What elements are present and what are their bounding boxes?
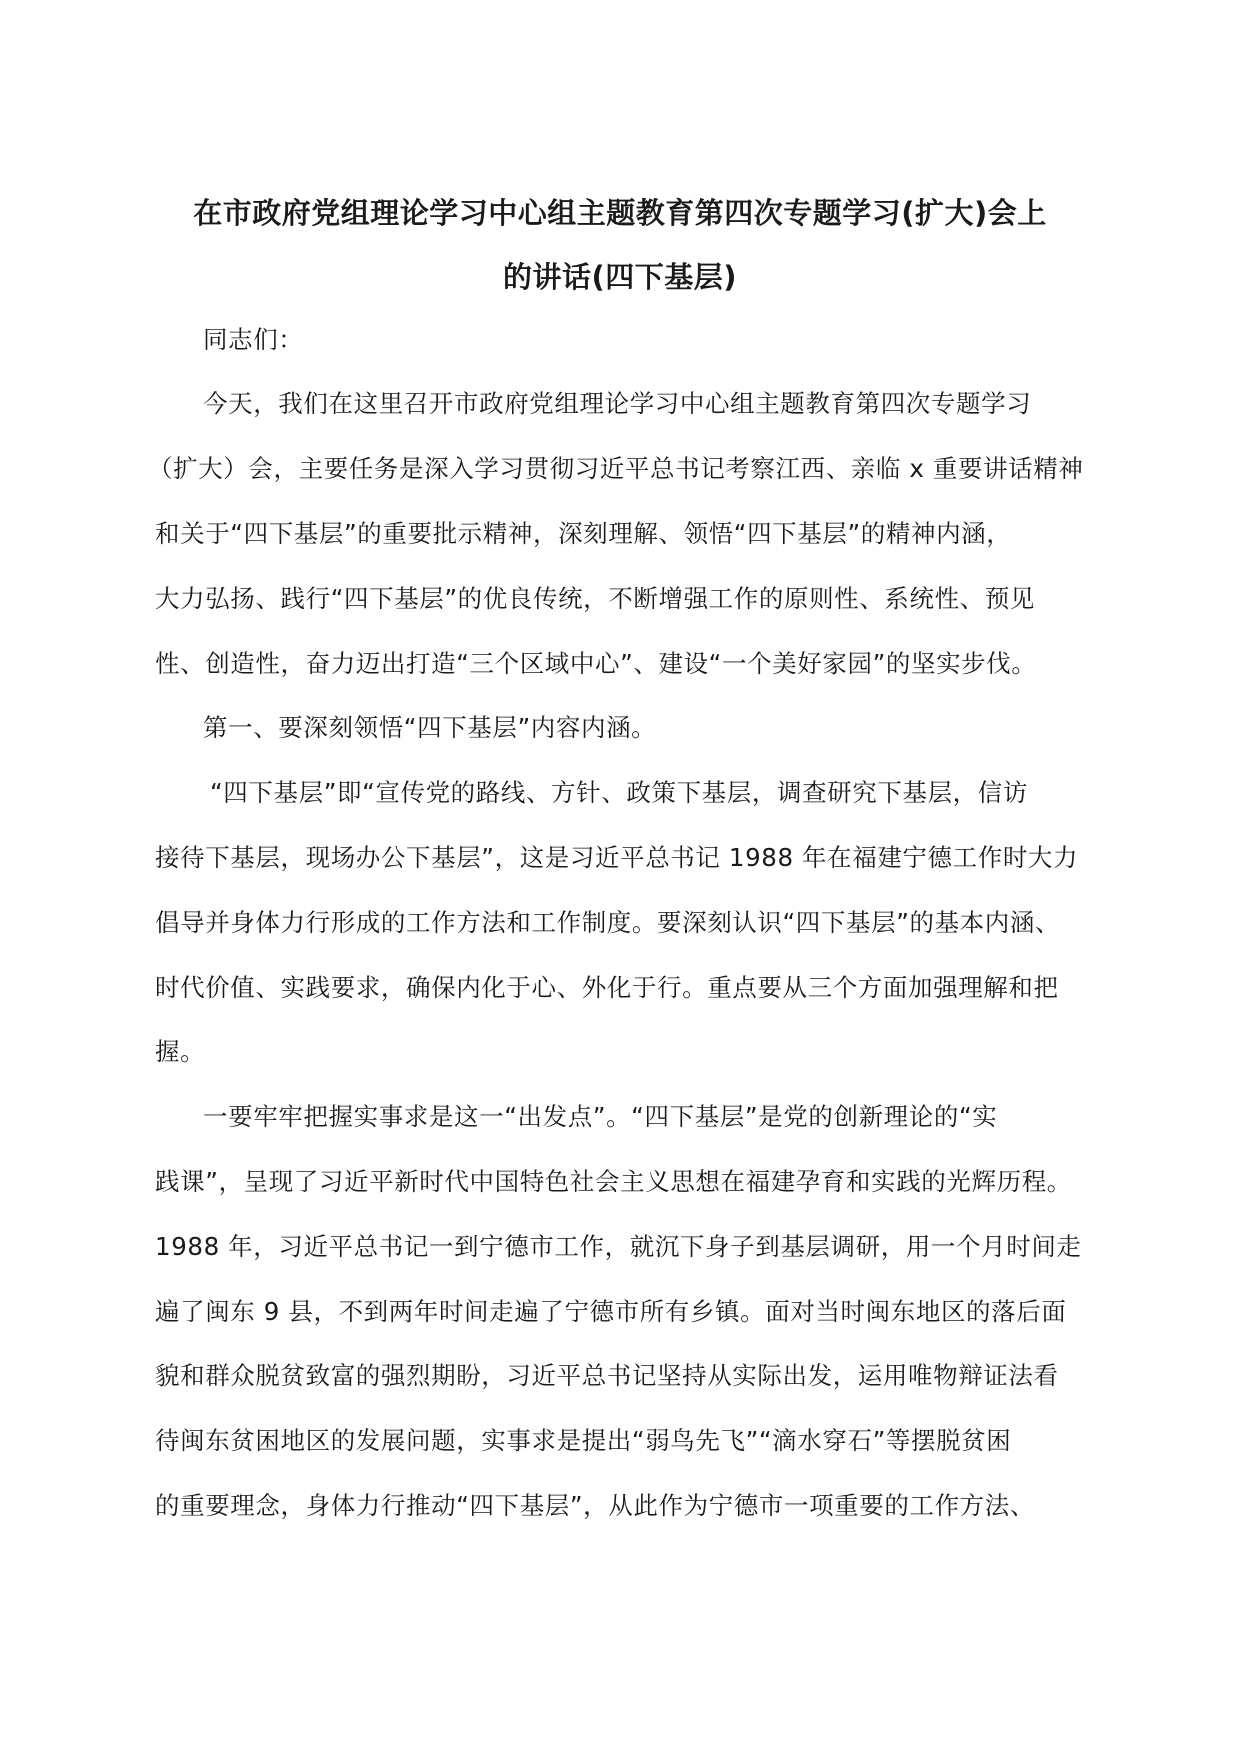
document-title-line-1: 在市政府党组理论学习中心组主题教育第四次专题学习(扩大)会上 <box>193 196 1047 230</box>
paragraph-line: 的重要理念，身体力行推动“四下基层”，从此作为宁德市一项重要的工作方法、 <box>155 1491 1035 1520</box>
paragraph-line: 践课”，呈现了习近平新时代中国特色社会主义思想在福建孕育和实践的光辉历程。 <box>155 1167 1072 1196</box>
paragraph-line: 和关于“四下基层”的重要批示精神，深刻理解、领悟“四下基层”的精神内涵， <box>155 519 1012 548</box>
paragraph-line: 性、创造性，奋力迈出打造“三个区域中心”、建设“一个美好家园”的坚实步伐。 <box>155 649 1037 678</box>
paragraph-line: 一要牢牢把握实事求是这一“出发点”。“四下基层”是党的创新理论的“实 <box>203 1102 998 1131</box>
paragraph-line: 遍了闽东 9 县，不到两年时间走遍了宁德市所有乡镇。面对当时闽东地区的落后面 <box>155 1297 1067 1326</box>
paragraph-line: 1988 年，习近平总书记一到宁德市工作，就沉下身子到基层调研，用一个月时间走 <box>155 1232 1082 1261</box>
salutation: 同志们： <box>203 325 304 354</box>
paragraph-line: 倡导并身体力行形成的工作方法和工作制度。要深刻认识“四下基层”的基本内涵、 <box>155 908 1061 937</box>
document-title-line-2: 的讲话(四下基层) <box>502 260 737 294</box>
paragraph-line: （扩大）会，主要任务是深入学习贯彻习近平总书记考察江西、亲临 x 重要讲话精神 <box>148 454 1084 483</box>
paragraph-line: “四下基层”即“宣传党的路线、方针、政策下基层，调查研究下基层，信访 <box>210 778 1028 807</box>
paragraph-line: 貌和群众脱贫致富的强烈期盼，习近平总书记坚持从实际出发，运用唯物辩证法看 <box>155 1361 1059 1390</box>
paragraph-line: 待闽东贫困地区的发展问题，实事求是提出“弱鸟先飞”“滴水穿石”等摆脱贫困 <box>155 1426 1012 1455</box>
paragraph-line: 接待下基层，现场办公下基层”，这是习近平总书记 1988 年在福建宁德工作时大力 <box>155 843 1079 872</box>
paragraph-line: 握。 <box>155 1037 206 1066</box>
section-heading: 第一、要深刻领悟“四下基层”内容内涵。 <box>203 713 657 742</box>
paragraph-line: 今天，我们在这里召开市政府党组理论学习中心组主题教育第四次专题学习 <box>203 389 1032 418</box>
paragraph-line: 时代价值、实践要求，确保内化于心、外化于行。重点要从三个方面加强理解和把 <box>155 973 1059 1002</box>
paragraph-line: 大力弘扬、践行“四下基层”的优良传统，不断增强工作的原则性、系统性、预见 <box>155 584 1035 613</box>
